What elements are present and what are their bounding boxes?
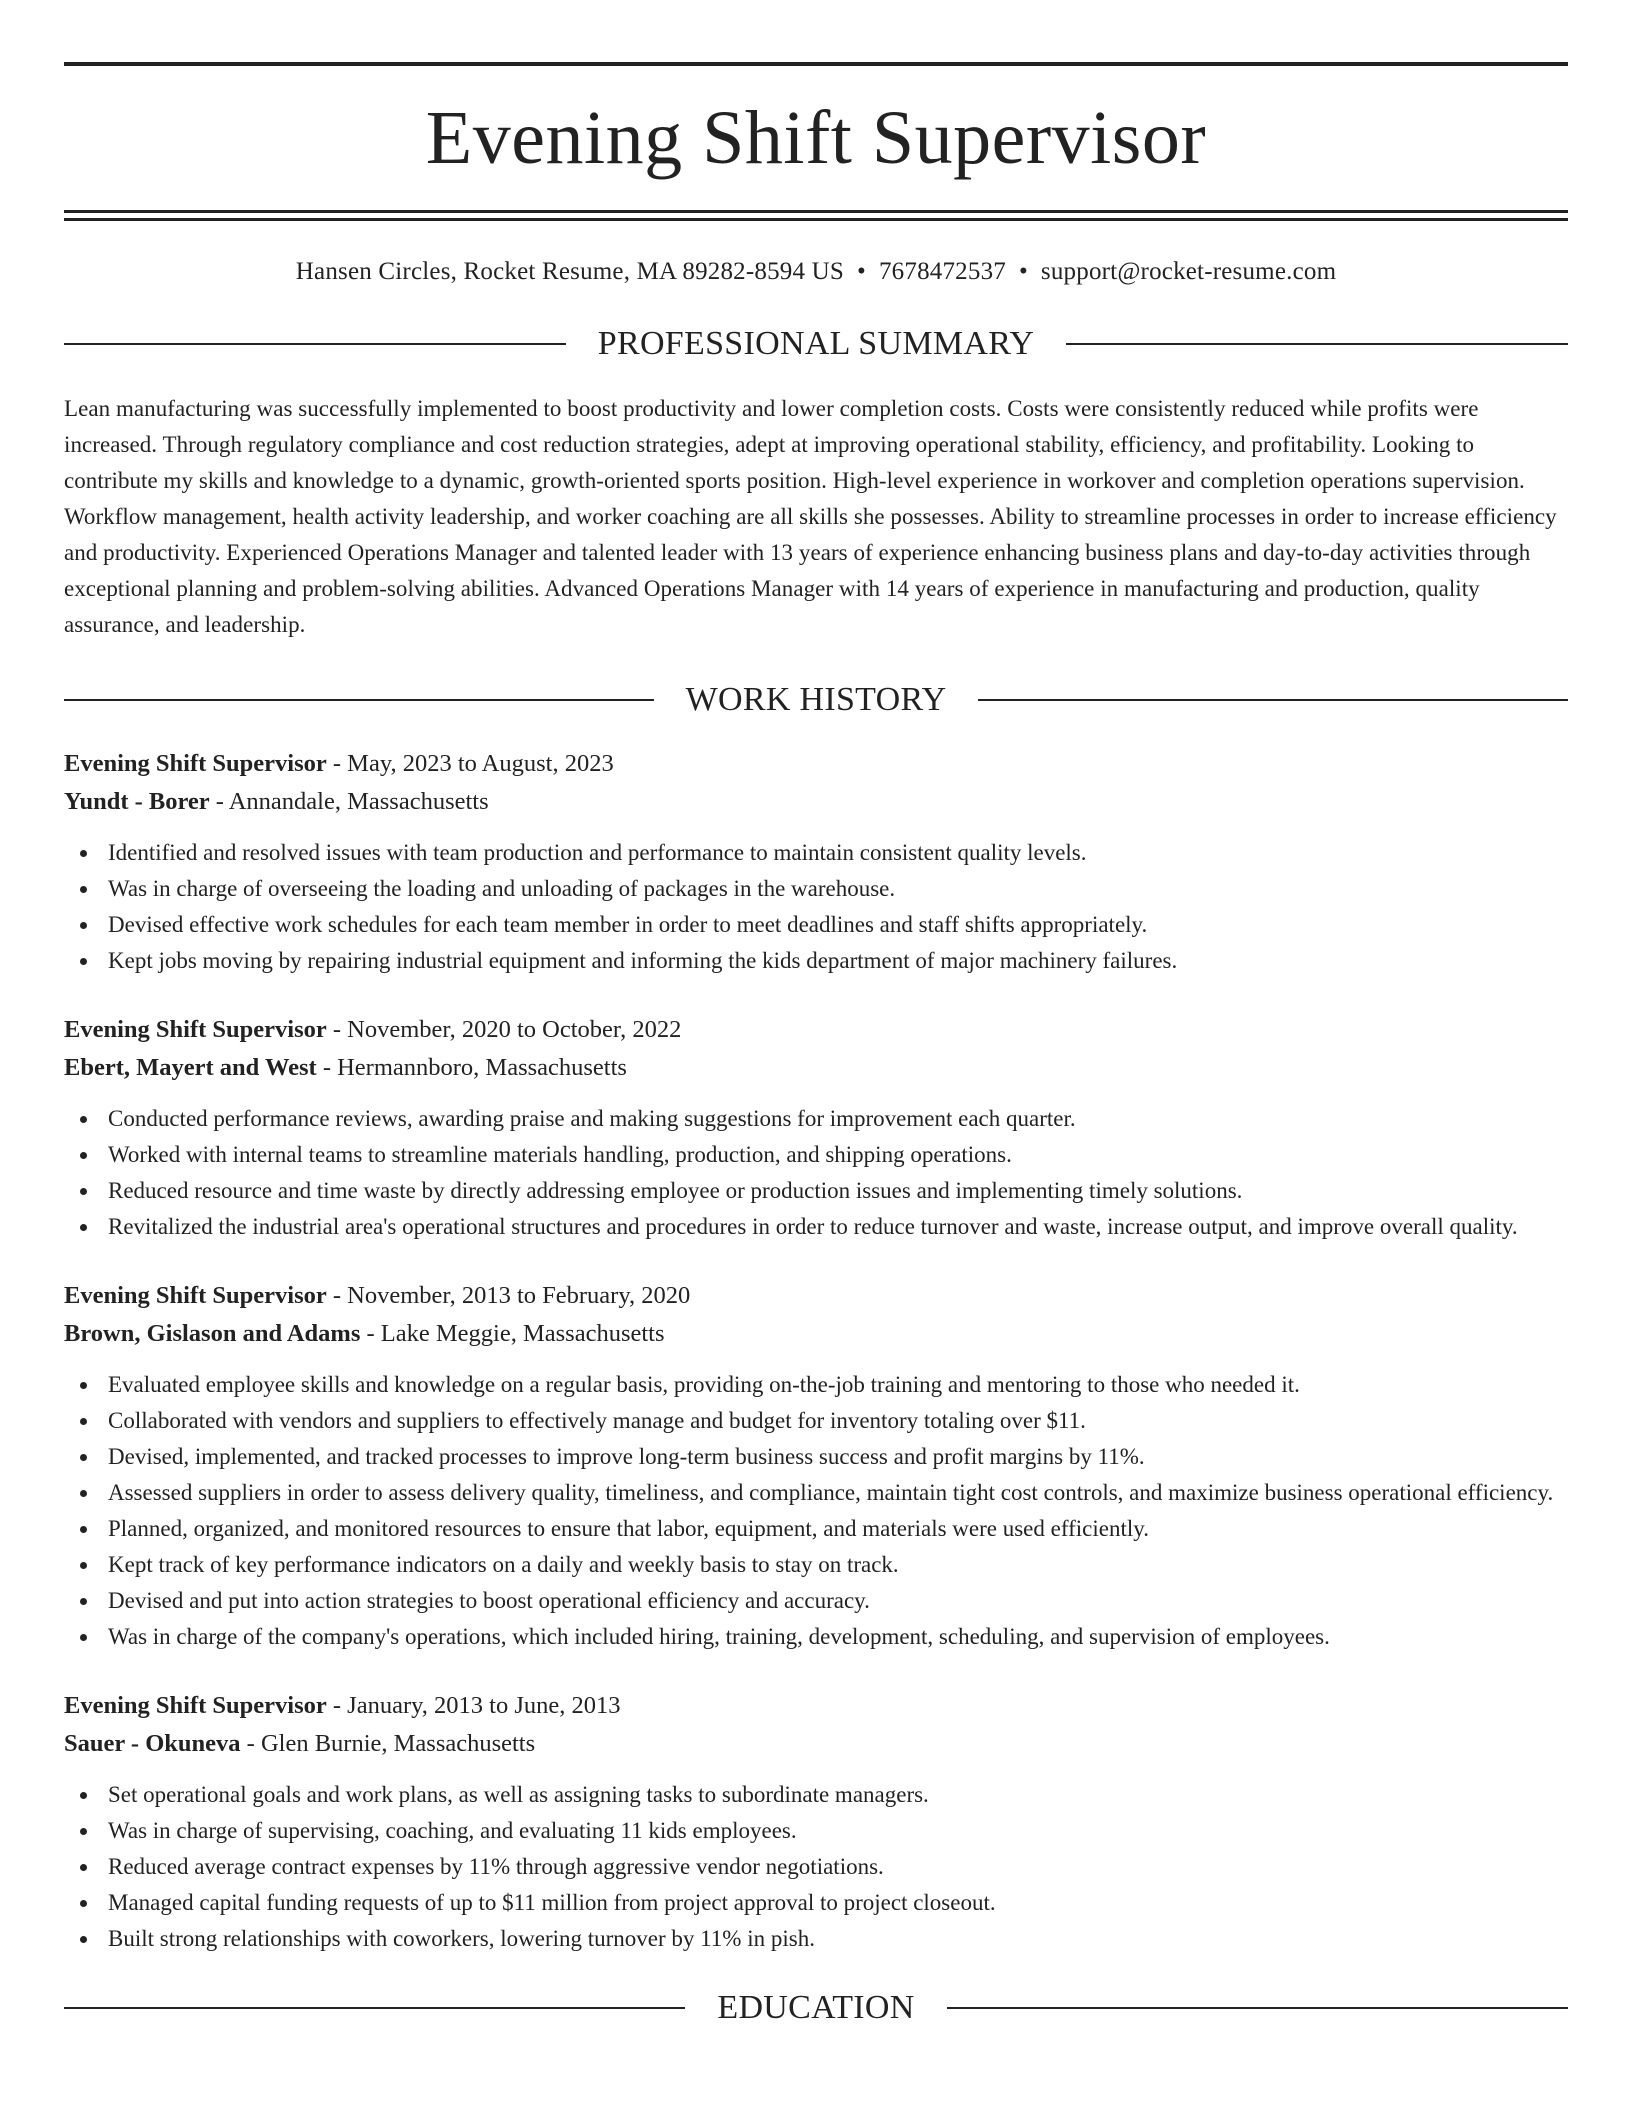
summary-text: Lean manufacturing was successfully implemented to boost productivity and lower completion costs. Costs were consistently reduced while profits were increased. Through regulatory compliance and cost reduction strategies, adept at improving operational stability, efficiency, and profitability. Looking to contribute my skills and knowledge to a dynamic, growth-oriented sports position. High-level experience in workover and completion operations supervision. Workflow management, health activity leadership, and worker coaching are all skills she possesses. Ability to streamline processes in order to increase efficiency and productivity. Experienced Operations Manager and talented leader with 13 years of experience enhancing business plans and day-to-day activities through exceptional planning and problem-solving abilities. Advanced Operations Manager with 14 years of experience in manufacturing and production, quality assurance, and leadership. <box>64 396 1557 637</box>
job-company-line <box>64 1725 1568 1763</box>
job-bullet: Reduced average contract expenses by 11% through aggressive vendor negotiations. <box>64 1849 1568 1885</box>
contact-separator: • <box>857 258 866 285</box>
summary-heading: PROFESSIONAL SUMMARY <box>597 325 1035 362</box>
job-bullet-list <box>64 1101 1568 1245</box>
job-company: Ebert, Mayert and West <box>64 1054 317 1081</box>
job-bullet: Kept jobs moving by repairing industrial equipment and informing the kids department of major machinery failures. <box>64 943 1568 979</box>
job-bullet-list <box>64 1367 1568 1655</box>
job-company: Brown, Gislason and Adams <box>64 1320 361 1347</box>
job-bullet: Assessed suppliers in order to assess delivery quality, timeliness, and compliance, maintain tight cost controls, and maximize business operational efficiency. <box>64 1475 1568 1511</box>
job-bullet-list <box>64 1777 1568 1957</box>
job-bullet: Was in charge of supervising, coaching, and evaluating 11 kids employees. <box>64 1813 1568 1849</box>
job-location: - Glen Burnie, Massachusetts <box>240 1730 536 1757</box>
job-company: Yundt - Borer <box>64 788 210 815</box>
job-title: Evening Shift Supervisor <box>64 750 327 777</box>
job-title-line <box>64 1687 1568 1725</box>
heading-rule-right <box>1066 343 1568 345</box>
job-bullet: Managed capital funding requests of up to $11 million from project approval to project closeout. <box>64 1885 1568 1921</box>
job-title: Evening Shift Supervisor <box>64 1016 327 1043</box>
job-company-line <box>64 783 1568 821</box>
job-company-line <box>64 1315 1568 1353</box>
job-entry <box>64 1687 1568 1957</box>
job-entry <box>64 1011 1568 1245</box>
job-location: - Lake Meggie, Massachusetts <box>360 1320 665 1347</box>
job-bullet: Set operational goals and work plans, as well as assigning tasks to subordinate managers. <box>64 1777 1568 1813</box>
summary-section-heading <box>64 327 1568 361</box>
job-bullet-list <box>64 835 1568 979</box>
work-heading: WORK HISTORY <box>685 681 947 718</box>
header-double-rule <box>64 210 1568 221</box>
job-bullet: Collaborated with vendors and suppliers to effectively manage and budget for inventory totaling over $11. <box>64 1403 1568 1439</box>
contact-phone: 7678472537 <box>878 258 1006 285</box>
contact-email: support@rocket-resume.com <box>1040 258 1337 285</box>
job-bullet: Conducted performance reviews, awarding praise and making suggestions for improvement each quarter. <box>64 1101 1568 1137</box>
heading-rule-left <box>64 699 654 701</box>
contact-line <box>64 257 1568 287</box>
heading-rule-left <box>64 343 566 345</box>
job-title-line <box>64 745 1568 783</box>
education-section-heading <box>64 1991 1568 2025</box>
job-bullet: Devised, implemented, and tracked processes to improve long-term business success and profit margins by 11%. <box>64 1439 1568 1475</box>
job-entry <box>64 1277 1568 1655</box>
job-location: - Annandale, Massachusetts <box>209 788 489 815</box>
heading-rule-right <box>947 2007 1568 2009</box>
contact-separator: • <box>1018 258 1028 285</box>
job-bullet: Revitalized the industrial area's operational structures and procedures in order to reduce turnover and waste, increase output, and improve overall quality. <box>64 1209 1568 1245</box>
job-company: Sauer - Okuneva <box>64 1730 241 1757</box>
work-history-list <box>64 745 1568 1957</box>
job-dates: - November, 2020 to October, 2022 <box>326 1016 682 1043</box>
job-bullet: Was in charge of the company's operations, which included hiring, training, development, scheduling, and supervision of employees. <box>64 1619 1568 1655</box>
job-title: Evening Shift Supervisor <box>64 1692 327 1719</box>
heading-rule-left <box>64 2007 685 2009</box>
job-dates: - January, 2013 to June, 2013 <box>326 1692 621 1719</box>
job-bullet: Devised and put into action strategies to boost operational efficiency and accuracy. <box>64 1583 1568 1619</box>
job-bullet: Built strong relationships with coworkers, lowering turnover by 11% in pish. <box>64 1921 1568 1957</box>
job-bullet: Was in charge of overseeing the loading and unloading of packages in the warehouse. <box>64 871 1568 907</box>
job-dates: - November, 2013 to February, 2020 <box>326 1282 691 1309</box>
job-title-line <box>64 1277 1568 1315</box>
resume-name: Evening Shift Supervisor <box>425 96 1207 180</box>
job-company-line <box>64 1049 1568 1087</box>
job-bullet: Devised effective work schedules for each team member in order to meet deadlines and staff shifts appropriately. <box>64 907 1568 943</box>
job-bullet: Kept track of key performance indicators on a daily and weekly basis to stay on track. <box>64 1547 1568 1583</box>
job-entry <box>64 745 1568 979</box>
education-heading: EDUCATION <box>717 1989 915 2026</box>
job-bullet: Planned, organized, and monitored resources to ensure that labor, equipment, and materials were used efficiently. <box>64 1511 1568 1547</box>
job-bullet: Evaluated employee skills and knowledge on a regular basis, providing on-the-job training and mentoring to those who needed it. <box>64 1367 1568 1403</box>
job-title-line <box>64 1011 1568 1049</box>
job-bullet: Worked with internal teams to streamline materials handling, production, and shipping operations. <box>64 1137 1568 1173</box>
contact-address: Hansen Circles, Rocket Resume, MA 89282-8594 US <box>295 258 845 285</box>
header-top-rule <box>64 62 1568 66</box>
job-bullet: Identified and resolved issues with team production and performance to maintain consistent quality levels. <box>64 835 1568 871</box>
heading-rule-right <box>978 699 1568 701</box>
job-location: - Hermannboro, Massachusetts <box>316 1054 627 1081</box>
job-bullet: Reduced resource and time waste by directly addressing employee or production issues and implementing timely solutions. <box>64 1173 1568 1209</box>
work-section-heading <box>64 683 1568 717</box>
job-title: Evening Shift Supervisor <box>64 1282 327 1309</box>
job-dates: - May, 2023 to August, 2023 <box>326 750 614 777</box>
